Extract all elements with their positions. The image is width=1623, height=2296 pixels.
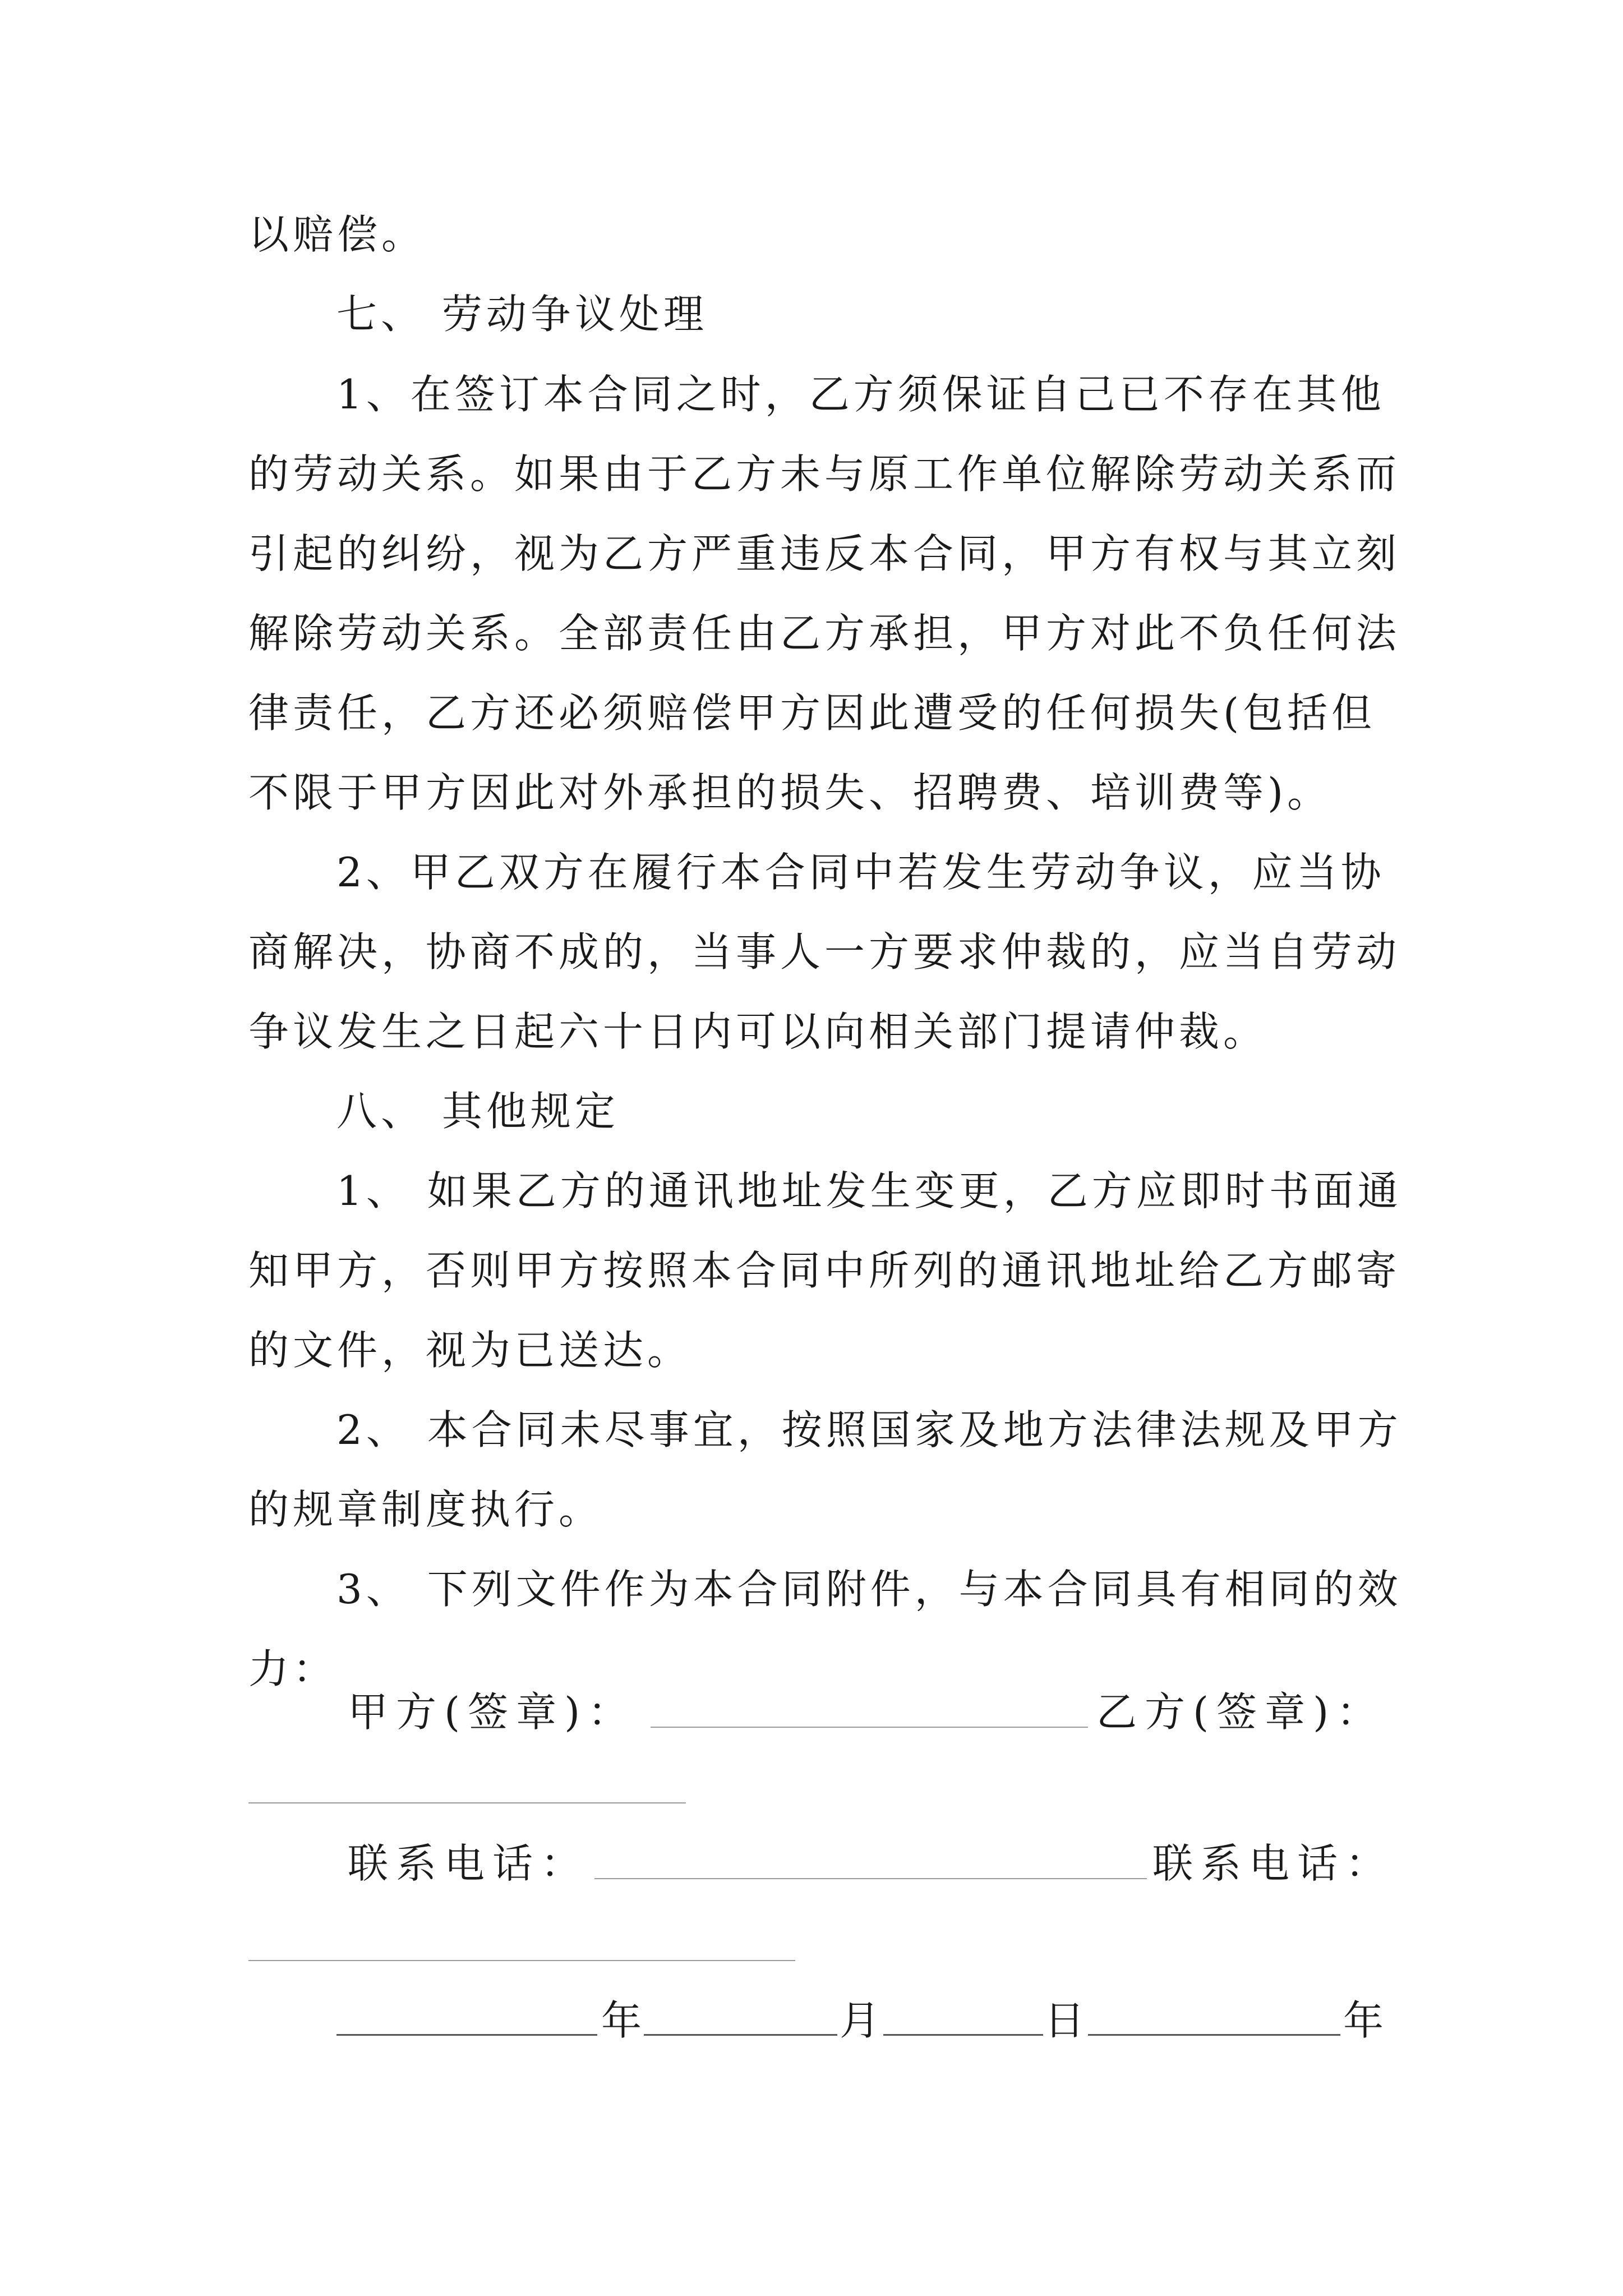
- year-b-label: 年: [1343, 1997, 1384, 2044]
- year-a-label: 年: [601, 1997, 642, 2044]
- paragraph-line: 以赔偿。: [248, 211, 426, 258]
- month-line: [644, 2034, 837, 2036]
- paragraph-line: 的文件，视为已送达。: [248, 1327, 692, 1374]
- paragraph-line: 2、甲乙双方在履行本合同中若发生劳动争议，应当协: [336, 849, 1385, 896]
- paragraph-line: 3、 下列文件作为本合同附件，与本合同具有相同的效: [336, 1566, 1402, 1613]
- section-heading-labor-dispute: 七、 劳动争议处理: [336, 291, 708, 338]
- paragraph-line: 商解决，协商不成的，当事人一方要求仲裁的，应当自劳动: [248, 928, 1401, 976]
- party-a-phone-label: 联系电话：: [348, 1840, 589, 1887]
- paragraph-line: 的劳动关系。如果由于乙方未与原工作单位解除劳动关系而: [248, 450, 1401, 498]
- paragraph-line: 2、 本合同未尽事宜，按照国家及地方法律法规及甲方: [336, 1406, 1402, 1453]
- year-a-line: [336, 2034, 597, 2036]
- paragraph-line: 1、在签订本合同之时，乙方须保证自己已不存在其他: [336, 371, 1385, 418]
- party-a-phone-line: [594, 1878, 1147, 1879]
- party-b-seal-line: [248, 1802, 686, 1803]
- paragraph-line: 力：: [248, 1645, 338, 1692]
- month-label: 月: [840, 1997, 880, 2044]
- paragraph-line: 解除劳动关系。全部责任由乙方承担，甲方对此不负任何法: [248, 610, 1401, 657]
- party-b-phone-line: [248, 1960, 795, 1961]
- party-b-seal-label: 乙方(签章)：: [1096, 1688, 1385, 1736]
- paragraph-line: 争议发生之日起六十日内可以向相关部门提请仲裁。: [248, 1008, 1268, 1055]
- paragraph-line: 引起的纠纷，视为乙方严重违反本合同，甲方有权与其立刻: [248, 530, 1401, 577]
- party-a-seal-label: 甲方(签章)：: [348, 1688, 637, 1736]
- paragraph-line: 1、 如果乙方的通讯地址发生变更，乙方应即时书面通: [336, 1167, 1402, 1214]
- section-heading-other-provisions: 八、 其他规定: [336, 1088, 619, 1135]
- party-b-phone-label: 联系电话：: [1152, 1840, 1394, 1887]
- day-label: 日: [1044, 1997, 1085, 2044]
- paragraph-line: 不限于甲方因此对外承担的损失、招聘费、培训费等)。: [248, 769, 1332, 816]
- paragraph-line: 律责任，乙方还必须赔偿甲方因此遭受的任何损失(包括但: [248, 689, 1376, 737]
- paragraph-line: 的规章制度执行。: [248, 1486, 603, 1533]
- party-a-seal-line: [651, 1727, 1088, 1728]
- paragraph-line: 知甲方，否则甲方按照本合同中所列的通讯地址给乙方邮寄: [248, 1247, 1401, 1294]
- year-b-line: [1088, 2034, 1340, 2036]
- day-line: [883, 2034, 1043, 2036]
